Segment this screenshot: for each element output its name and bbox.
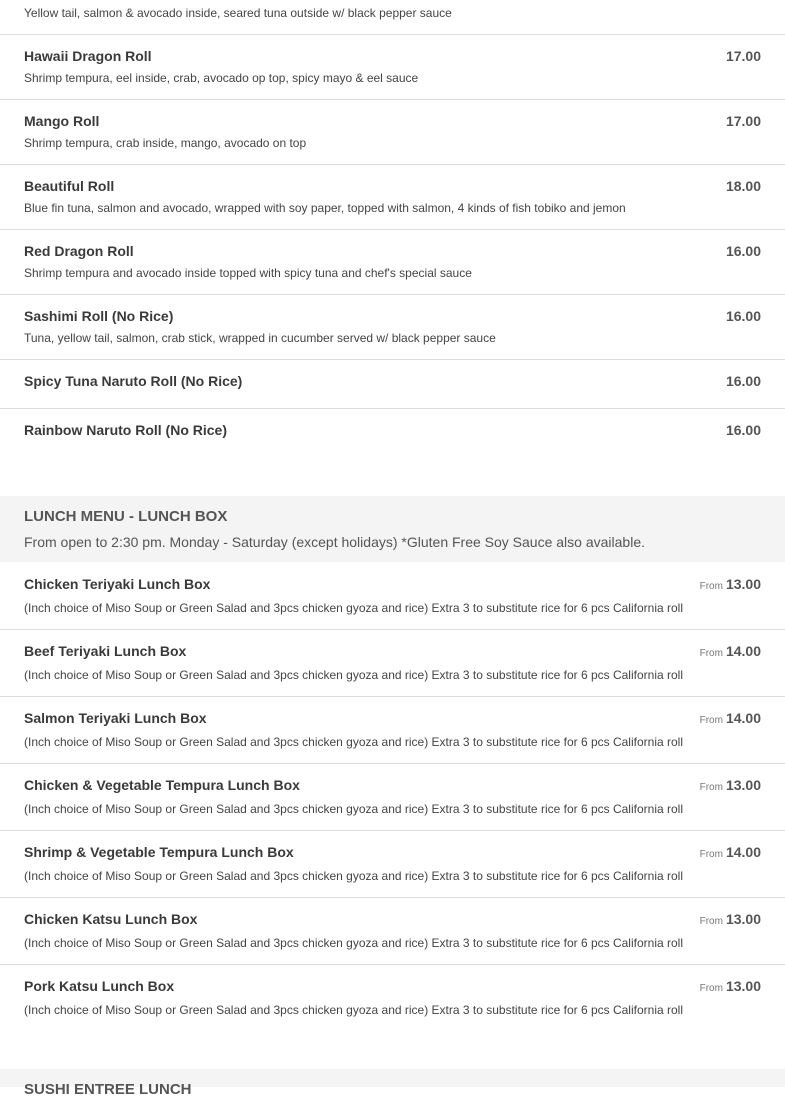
menu-item[interactable]: [0, 100, 785, 165]
price-from-label: From: [699, 581, 723, 592]
menu-item-description: Blue fin tuna, salmon and avocado, wrapped with soy paper, topped with salmon, 4 kinds of fish tobiko and jemon: [24, 201, 626, 215]
menu-item-price: [700, 576, 761, 592]
menu-item-name: Red Dragon Roll: [24, 243, 134, 259]
menu-item-name: Beef Teriyaki Lunch Box: [24, 643, 187, 659]
menu-item[interactable]: [0, 35, 785, 100]
menu-item-description: (Inch choice of Miso Soup or Green Salad and 3pcs chicken gyoza and rice) Extra 3 to substitute rice for 6 pcs California roll: [24, 802, 683, 816]
price-value: 14.00: [725, 844, 761, 860]
section-title: LUNCH MENU - LUNCH BOX: [24, 508, 228, 525]
menu-item-name: Spicy Tuna Naruto Roll (No Rice): [24, 373, 243, 389]
section-subtitle: From open to 2:30 pm. Monday - Saturday (except holidays) *Gluten Free Soy Sauce also available.: [24, 534, 645, 550]
menu-item-name: Beautiful Roll: [24, 178, 115, 194]
menu-item-name: Chicken Teriyaki Lunch Box: [24, 576, 211, 592]
menu-item-price: 16.00: [725, 422, 761, 438]
menu-item-price: 17.00: [725, 113, 761, 129]
menu-item[interactable]: [0, 360, 785, 409]
menu-item-description: (Inch choice of Miso Soup or Green Salad and 3pcs chicken gyoza and rice) Extra 3 to substitute rice for 6 pcs California roll: [24, 668, 683, 682]
menu-item[interactable]: [0, 562, 785, 630]
menu-item-price: 16.00: [725, 308, 761, 324]
menu-item[interactable]: [0, 165, 785, 230]
menu-item-price: [700, 710, 761, 726]
price-from-label: From: [699, 648, 723, 659]
menu-item-price: [700, 978, 761, 994]
menu-item-price: [700, 777, 761, 793]
menu-item-price: [700, 911, 761, 927]
price-from-label: From: [699, 782, 723, 793]
section-title: SUSHI ENTREE LUNCH: [24, 1081, 192, 1098]
price-value: 13.00: [725, 978, 761, 994]
menu-item-description: Yellow tail, salmon & avocado inside, seared tuna outside w/ black pepper sauce: [24, 6, 452, 20]
section-header-sushi-entree-lunch: [0, 1069, 785, 1098]
price-value: 13.00: [725, 777, 761, 793]
menu-item-name: Chicken Katsu Lunch Box: [24, 911, 198, 927]
menu-item-description: Shrimp tempura and avocado inside topped with spicy tuna and chef's special sauce: [24, 266, 472, 280]
menu-item-price: 16.00: [725, 373, 761, 389]
price-value: 13.00: [725, 911, 761, 927]
menu-item-price: [700, 643, 761, 659]
menu-item-description: (Inch choice of Miso Soup or Green Salad and 3pcs chicken gyoza and rice) Extra 3 to substitute rice for 6 pcs California roll: [24, 936, 683, 950]
menu-item-price: [700, 844, 761, 860]
menu-item[interactable]: [0, 409, 785, 459]
menu-item-name: Hawaii Dragon Roll: [24, 48, 152, 64]
menu-item-description: (Inch choice of Miso Soup or Green Salad and 3pcs chicken gyoza and rice) Extra 3 to substitute rice for 6 pcs California roll: [24, 601, 683, 615]
menu-item-name: Sashimi Roll (No Rice): [24, 308, 174, 324]
menu-item-description: Shrimp tempura, crab inside, mango, avocado on top: [24, 136, 307, 150]
menu-item[interactable]: [0, 295, 785, 360]
menu-item[interactable]: [0, 898, 785, 965]
price-from-label: From: [699, 715, 723, 726]
menu-item[interactable]: [0, 0, 785, 35]
price-from-label: From: [699, 916, 723, 927]
menu-item[interactable]: [0, 630, 785, 697]
menu-item-price: 16.00: [725, 243, 761, 259]
menu-item-description: (Inch choice of Miso Soup or Green Salad and 3pcs chicken gyoza and rice) Extra 3 to substitute rice for 6 pcs California roll: [24, 1003, 683, 1017]
menu-item-price: 17.00: [725, 48, 761, 64]
menu-item-description: Tuna, yellow tail, salmon, crab stick, wrapped in cucumber served w/ black pepper sauce: [24, 331, 496, 345]
menu-item[interactable]: [0, 965, 785, 1032]
menu-item-price: 18.00: [725, 178, 761, 194]
menu-item-name: Salmon Teriyaki Lunch Box: [24, 710, 207, 726]
menu-item-description: (Inch choice of Miso Soup or Green Salad and 3pcs chicken gyoza and rice) Extra 3 to substitute rice for 6 pcs California roll: [24, 735, 683, 749]
price-value: 14.00: [725, 710, 761, 726]
price-from-label: From: [699, 849, 723, 860]
price-value: 14.00: [725, 643, 761, 659]
menu-item[interactable]: [0, 230, 785, 295]
menu-item-description: Shrimp tempura, eel inside, crab, avocado op top, spicy mayo & eel sauce: [24, 71, 419, 85]
price-value: 13.00: [725, 576, 761, 592]
menu-item[interactable]: [0, 764, 785, 831]
menu-item-name: Mango Roll: [24, 113, 100, 129]
menu-item-name: Chicken & Vegetable Tempura Lunch Box: [24, 777, 300, 793]
menu-item[interactable]: [0, 831, 785, 898]
menu-item[interactable]: [0, 697, 785, 764]
menu-item-name: Rainbow Naruto Roll (No Rice): [24, 422, 227, 438]
menu-item-description: (Inch choice of Miso Soup or Green Salad and 3pcs chicken gyoza and rice) Extra 3 to substitute rice for 6 pcs California roll: [24, 869, 683, 883]
menu-item-name: Shrimp & Vegetable Tempura Lunch Box: [24, 844, 294, 860]
menu-item-name: Pork Katsu Lunch Box: [24, 978, 175, 994]
section-header-lunch-box: [0, 496, 785, 562]
price-from-label: From: [699, 983, 723, 994]
